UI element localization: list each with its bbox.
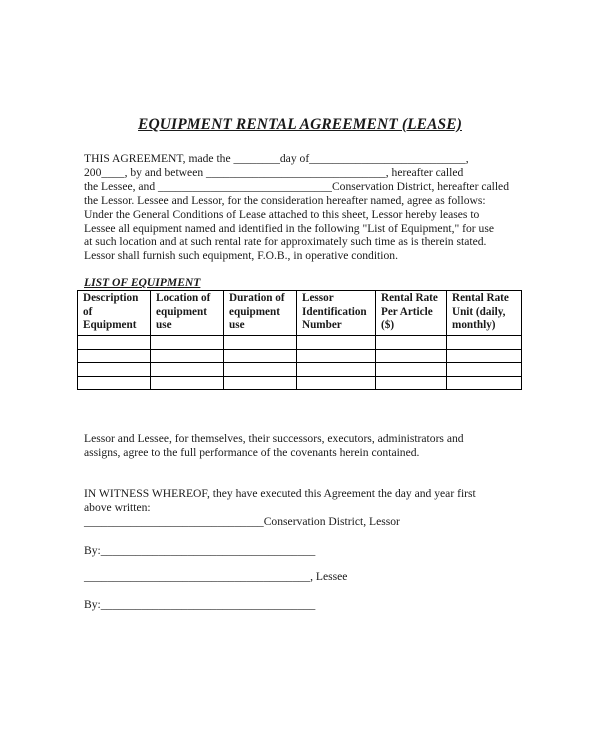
covenant-line: assigns, agree to the full performance of the covenants herein contained. — [84, 446, 420, 460]
intro-line: Lessor shall furnish such equipment, F.O.B., in operative condition. — [84, 249, 398, 263]
intro-line: at such location and at such rental rate for approximately such time as is therein stated. — [84, 235, 487, 249]
column-header-rate-unit: Rental Rate Unit (daily, monthly) — [447, 291, 522, 336]
table-cell[interactable] — [297, 336, 376, 350]
lessor-by-line[interactable]: By:_____________________________________ — [84, 544, 316, 557]
table-cell[interactable] — [78, 376, 151, 390]
table-cell[interactable] — [447, 363, 522, 377]
table-cell[interactable] — [297, 349, 376, 363]
table-cell[interactable] — [224, 376, 297, 390]
list-of-equipment-title: LIST OF EQUIPMENT — [84, 276, 201, 289]
witness-paragraph — [84, 487, 524, 515]
column-header-rate-per-article: Rental Rate Per Article ($) — [376, 291, 447, 336]
table-cell[interactable] — [151, 349, 224, 363]
table-cell[interactable] — [376, 349, 447, 363]
table-cell[interactable] — [224, 349, 297, 363]
equipment-table — [77, 290, 522, 390]
table-cell[interactable] — [151, 336, 224, 350]
intro-line: Lessee all equipment named and identified in the following "List of Equipment," for use — [84, 221, 494, 235]
witness-line: above written: — [84, 501, 151, 515]
lessor-signature-line[interactable]: _______________________________Conservation District, Lessor — [84, 515, 400, 528]
table-cell[interactable] — [78, 336, 151, 350]
covenant-line: Lessor and Lessee, for themselves, their successors, executors, administrators and — [84, 432, 464, 445]
column-header-description: Description of Equipment — [78, 291, 151, 336]
table-header-row — [78, 291, 522, 336]
table-row — [78, 336, 522, 350]
table-cell[interactable] — [447, 376, 522, 390]
table-cell[interactable] — [297, 363, 376, 377]
table-cell[interactable] — [297, 376, 376, 390]
table-cell[interactable] — [376, 363, 447, 377]
intro-line: the Lessee, and ______________________________Conservation District, hereafter called — [84, 179, 510, 193]
column-header-duration: Duration of equipment use — [224, 291, 297, 336]
table-cell[interactable] — [447, 349, 522, 363]
witness-line: IN WITNESS WHEREOF, they have executed this Agreement the day and year first — [84, 487, 476, 500]
table-row — [78, 376, 522, 390]
column-header-location: Location of equipment use — [151, 291, 224, 336]
intro-paragraph — [84, 152, 524, 263]
table-cell[interactable] — [78, 349, 151, 363]
table-cell[interactable] — [224, 336, 297, 350]
intro-line: Under the General Conditions of Lease attached to this sheet, Lessor hereby leases to — [84, 207, 480, 221]
table-cell[interactable] — [78, 363, 151, 377]
table-cell[interactable] — [151, 376, 224, 390]
lessee-signature-line[interactable]: _______________________________________, Lessee — [84, 570, 348, 583]
table-cell[interactable] — [151, 363, 224, 377]
table-cell[interactable] — [224, 363, 297, 377]
table-row — [78, 363, 522, 377]
lessee-by-line[interactable]: By:_____________________________________ — [84, 598, 316, 611]
table-cell[interactable] — [376, 336, 447, 350]
table-cell[interactable] — [447, 336, 522, 350]
document-title: EQUIPMENT RENTAL AGREEMENT (LEASE) — [138, 116, 462, 133]
covenant-paragraph — [84, 432, 524, 460]
column-header-lessor-id: Lessor Identification Number — [297, 291, 376, 336]
table-row — [78, 349, 522, 363]
table-cell[interactable] — [376, 376, 447, 390]
intro-line: THIS AGREEMENT, made the ________day of___________________________, — [84, 152, 469, 165]
intro-line: 200____, by and between _______________________________, hereafter called — [84, 165, 464, 179]
intro-line: the Lessor. Lessee and Lessor, for the consideration hereafter named, agree as follows: — [84, 193, 486, 207]
